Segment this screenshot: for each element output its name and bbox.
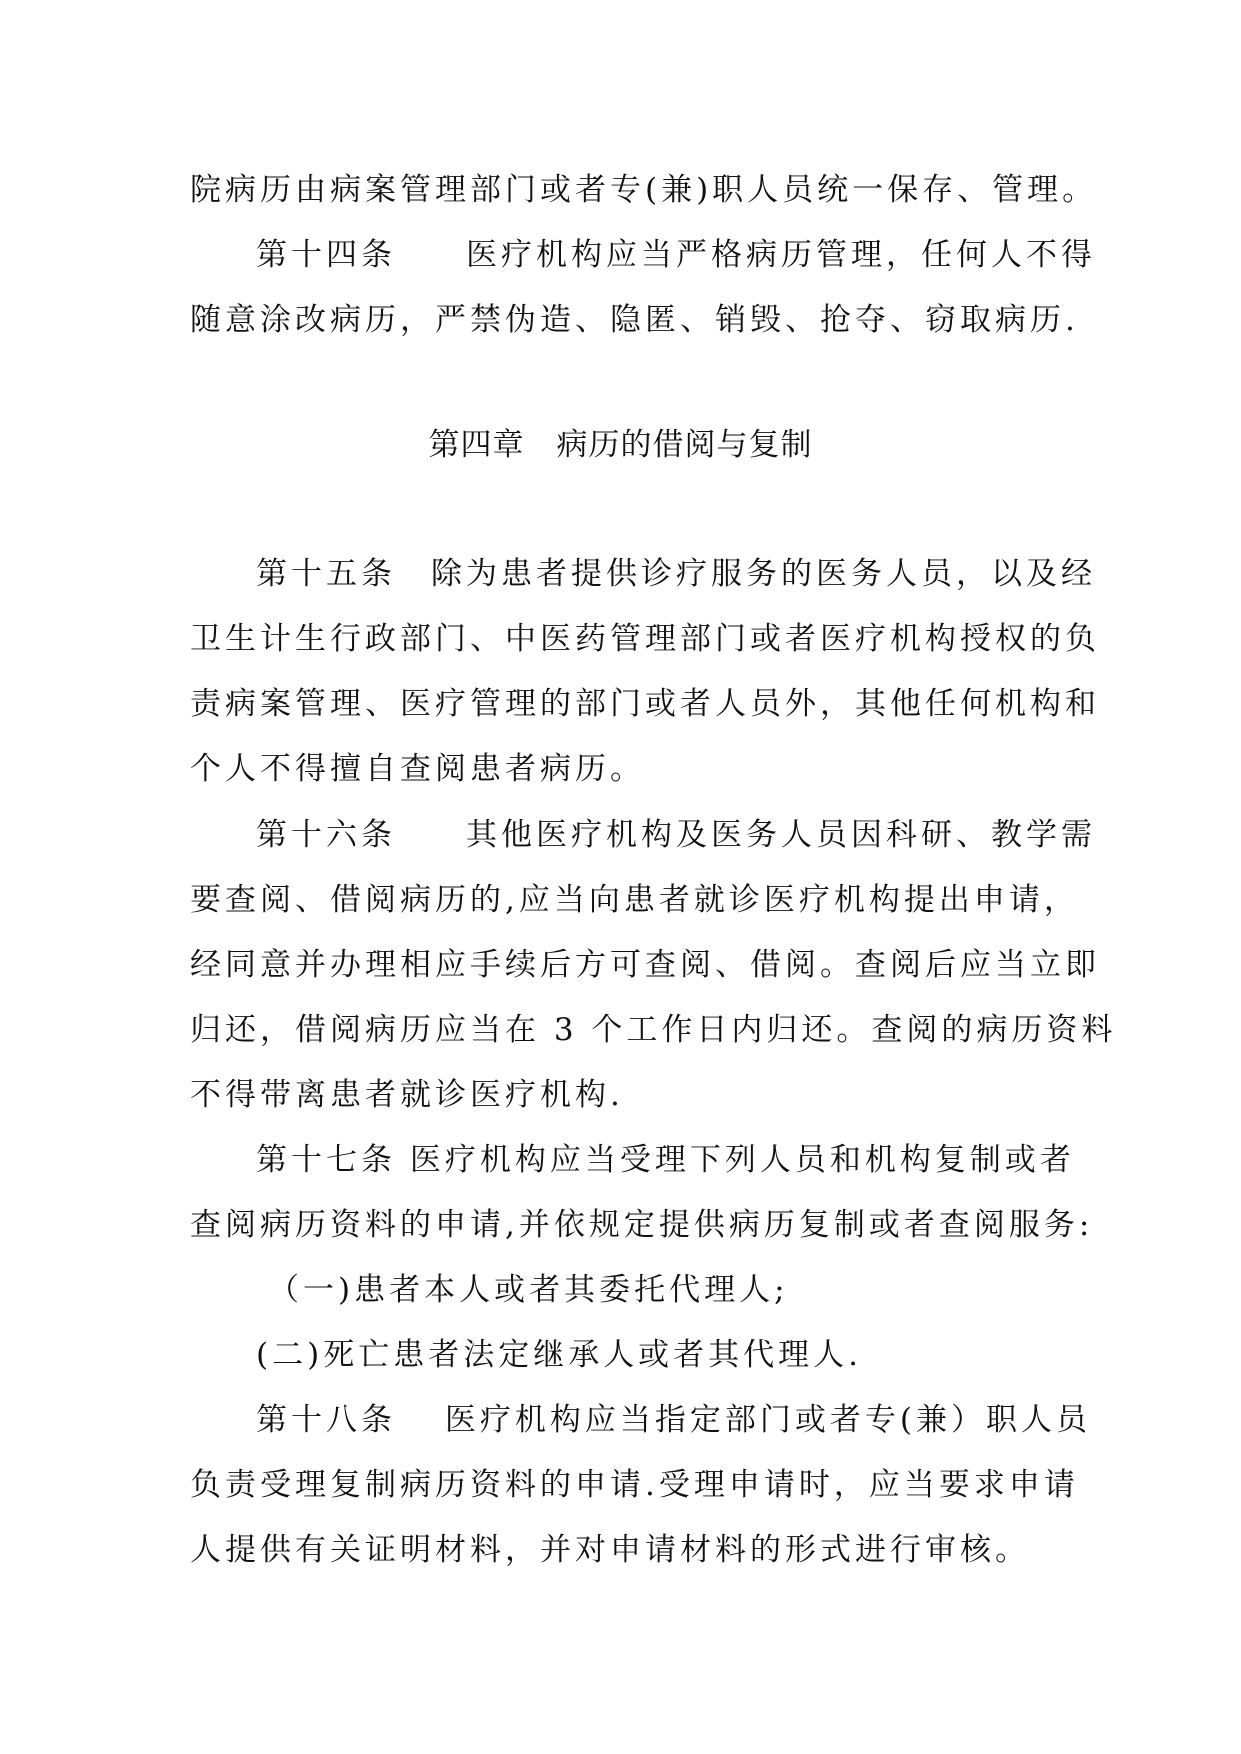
text-line: 随意涂改病历，严禁伪造、隐匿、销毁、抢夺、窃取病历.: [190, 302, 1079, 338]
list-item: (二)死亡患者法定继承人或者其代理人.: [256, 1337, 863, 1373]
text-line: 负责受理复制病历资料的申请.受理申请时，应当要求申请: [190, 1467, 1079, 1503]
text-line: 责病案管理、医疗管理的部门或者人员外，其他任何机构和: [190, 686, 1100, 722]
article-16-line: 第十六条 其他医疗机构及医务人员因科研、教学需: [256, 817, 1096, 853]
text-line: 归还，借阅病历应当在 3 个工作日内归还。查阅的病历资料: [190, 1012, 1117, 1048]
text-line: 查阅病历资料的申请,并依规定提供病历复制或者查阅服务:: [190, 1207, 1094, 1243]
list-item: （一)患者本人或者其委托代理人;: [268, 1272, 789, 1308]
text-line: 不得带离患者就诊医疗机构.: [190, 1077, 624, 1113]
article-14-line: 第十四条 医疗机构应当严格病历管理，任何人不得: [256, 237, 1096, 273]
article-15-line: 第十五条 除为患者提供诊疗服务的医务人员，以及经: [256, 556, 1096, 592]
text-line: 院病历由病案管理部门或者专(兼)职人员统一保存、管理。: [190, 172, 1098, 208]
text-line: 经同意并办理相应手续后方可查阅、借阅。查阅后应当立即: [190, 947, 1100, 983]
article-17-line: 第十七条 医疗机构应当受理下列人员和机构复制或者: [256, 1142, 1075, 1178]
text-line: 卫生计生行政部门、中医药管理部门或者医疗机构授权的负: [190, 621, 1100, 657]
chapter-heading: 第四章 病历的借阅与复制: [428, 427, 813, 463]
text-line: 要查阅、借阅病历的,应当向患者就诊医疗机构提出申请，: [190, 882, 1079, 918]
article-18-line: 第十八条 医疗机构应当指定部门或者专(兼）职人员: [256, 1402, 1091, 1438]
text-line: 个人不得擅自查阅患者病历。: [190, 751, 645, 787]
text-line: 人提供有关证明材料，并对申请材料的形式进行审核。: [190, 1532, 1030, 1568]
